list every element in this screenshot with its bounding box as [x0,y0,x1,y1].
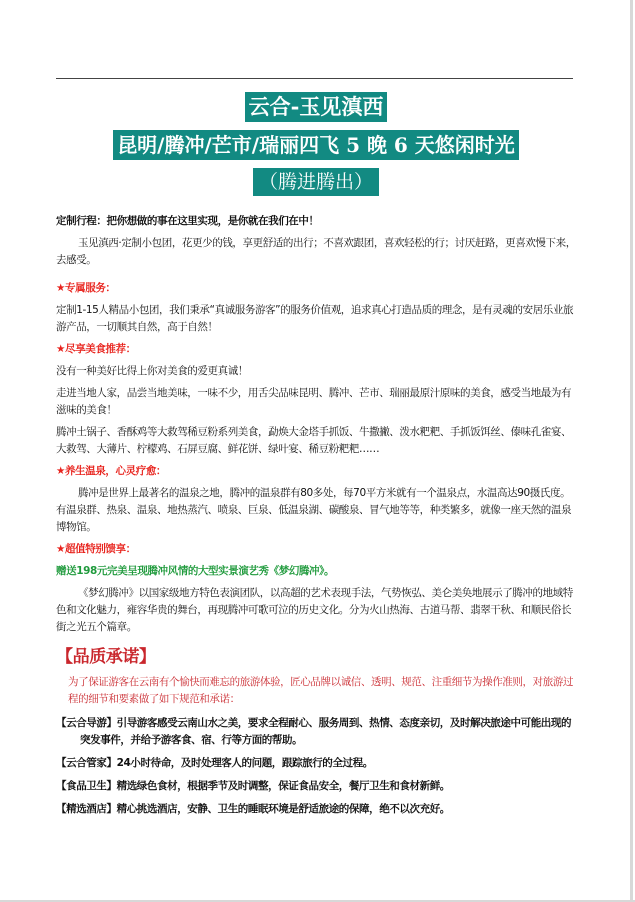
gift-heading: ★超值特别馈享： [56,543,136,555]
gift-text: 《梦幻腾冲》以国家级地方特色表演团队，以高超的艺术表现手法，气势恢弘、美仑美奂地展示了腾冲的地域特色和文化魅力，雍容华贵的舞台，再现腾冲可歌可泣的历史文化。分为火山热海、古道马帮、翡翠干秋、和顺民俗长街之光五个篇章。 [56,587,573,633]
promise-item-food: 【食品卫生】精选绿色食材，根据季节及时调整，保证食品安全，餐厅卫生和食材新鲜。 [56,780,450,792]
promise-item-hotel: 【精选酒店】精心挑选酒店，安静、卫生的睡眠环境是舒适旅途的保障，绝不以次充好。 [56,803,450,815]
section-text-hotspring: 腾冲是世界上最著名的温泉之地，腾冲的温泉群有80多处，每70平方米就有一个温泉点，水温高达90摄氏度。有温泉群、热泉、温泉、地热蒸汽、喷泉、巨泉、低温泉湖、碳酸泉、冒气地等等，种类繁多，就像一座天然的温泉博物馆。 [56,487,572,533]
header-rule [56,78,573,79]
promise-intro: 为了保证游客在云南有个愉快而难忘的旅游体验，匠心品牌以诚信、透明、规范、注重细节为操作准则，对旅游过程的细节和要素做了如下规范和承诺： [68,676,573,705]
promise-title: 【品质承诺】 [56,647,156,667]
title-subtitle: （腾进腾出） [253,168,379,196]
intro-text: 玉见滇西·定制小包团，花更少的钱，享更舒适的出行；不喜欢跟团，喜欢轻松的行；讨厌赶路，更喜欢慢下来，去感受。 [56,237,576,266]
page-edge-right [630,0,633,902]
promise-item-butler: 【云合管家】24小时待命，及时处理客人的问题，跟踪旅行的全过程。 [56,757,373,769]
section-heading-hotspring: ★养生温泉，心灵疗愈： [56,465,167,477]
title-route: 昆明/腾冲/芒市/瑞丽四飞 5 晚 6 天悠闲时光 [113,130,519,160]
section-heading-service: ★专属服务： [56,282,116,294]
gift-highlight: 赠送198元完美呈现腾冲风情的大型实景演艺秀《梦幻腾冲》。 [56,565,335,577]
section-text-food-3: 腾冲土锅子、香酥鸡等大救驾稀豆粉系列美食，勐焕大金塔手抓饭、牛撒撇、泼水粑粑、手抓饭饵丝、傣味孔雀宴、大救驾、大薄片、柠檬鸡、石屏豆腐、鲜花饼、绿叶宴、稀豆粉粑粑…… [56,426,572,455]
section-text-service: 定制1-15人精品小包团，我们秉承“真诚服务游客”的服务价值观，追求真心打造品质的理念，是有灵魂的安居乐业旅游产品，一切顺其自然，高于自然！ [56,304,574,333]
title-main: 云合-玉见滇西 [245,92,388,122]
document-body [56,213,576,824]
intro-heading: 定制行程：把你想做的事在这里实现，是你就在我们在中！ [56,215,319,227]
promise-item-guide: 【云合导游】引导游客感受云南山水之美，要求全程耐心、服务周到、热情、态度亲切，及时解决旅途中可能出现的突发事件，并给予游客食、宿、行等方面的帮助。 [56,717,572,746]
section-text-food-2: 走进当地人家，品尝当地美味，一味不少，用舌尖品味昆明、腾冲、芒市、瑞丽最原汁原味的美食，感受当地最为有滋味的美食！ [56,387,572,416]
section-text-food-1: 没有一种美好比得上你对美食的爱更真诚！ [56,365,248,377]
title-block [56,92,576,196]
section-heading-food: ★尽享美食推荐： [56,343,136,355]
